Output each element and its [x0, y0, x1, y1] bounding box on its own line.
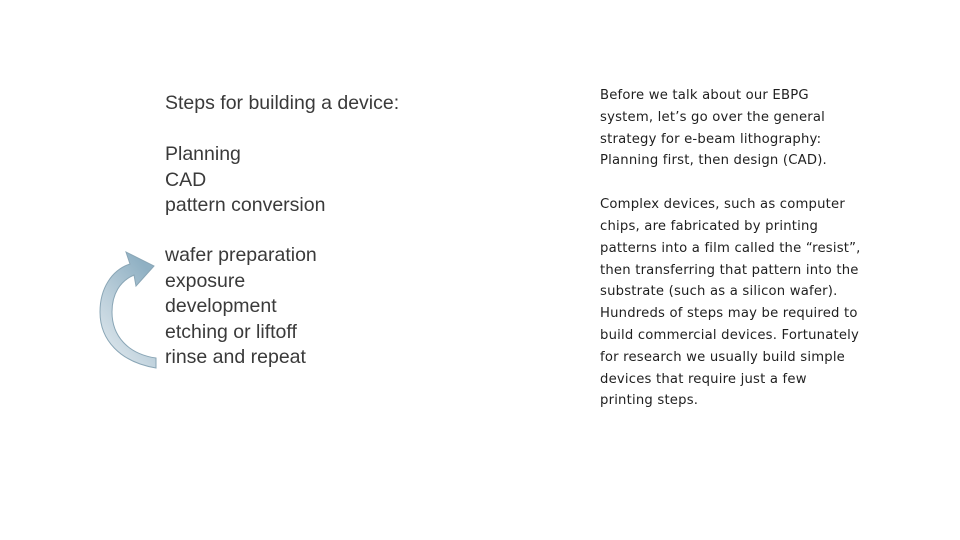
step-item: pattern conversion	[165, 194, 326, 216]
curved-cycle-arrow-icon	[96, 248, 158, 370]
step-item: wafer preparation	[165, 244, 317, 266]
step-item: CAD	[165, 168, 207, 191]
fabrication-steps-list	[165, 243, 317, 371]
step-item: Planning	[165, 143, 241, 165]
notes-panel	[600, 85, 862, 434]
steps-title: Steps for building a device:	[165, 92, 400, 114]
step-item: etching or liftoff	[165, 320, 297, 343]
step-item: rinse and repeat	[165, 346, 306, 368]
step-item: development	[165, 295, 277, 317]
step-item: exposure	[165, 269, 246, 292]
detail-paragraph: Complex devices, such as computer chips, are fabricated by printing patterns into a film called the “resist”, then transferring that pattern into the substrate (such as a silicon wafer). Hundreds of steps may be required to build commercial devices. Fortunately for research we usually build simple devices that require just a few printing steps.	[600, 197, 861, 409]
intro-paragraph: Before we talk about our EBPG system, let’s go over the general strategy for e-beam lithography: Planning first, then design (CAD).	[600, 88, 827, 169]
planning-steps-list	[165, 142, 325, 219]
